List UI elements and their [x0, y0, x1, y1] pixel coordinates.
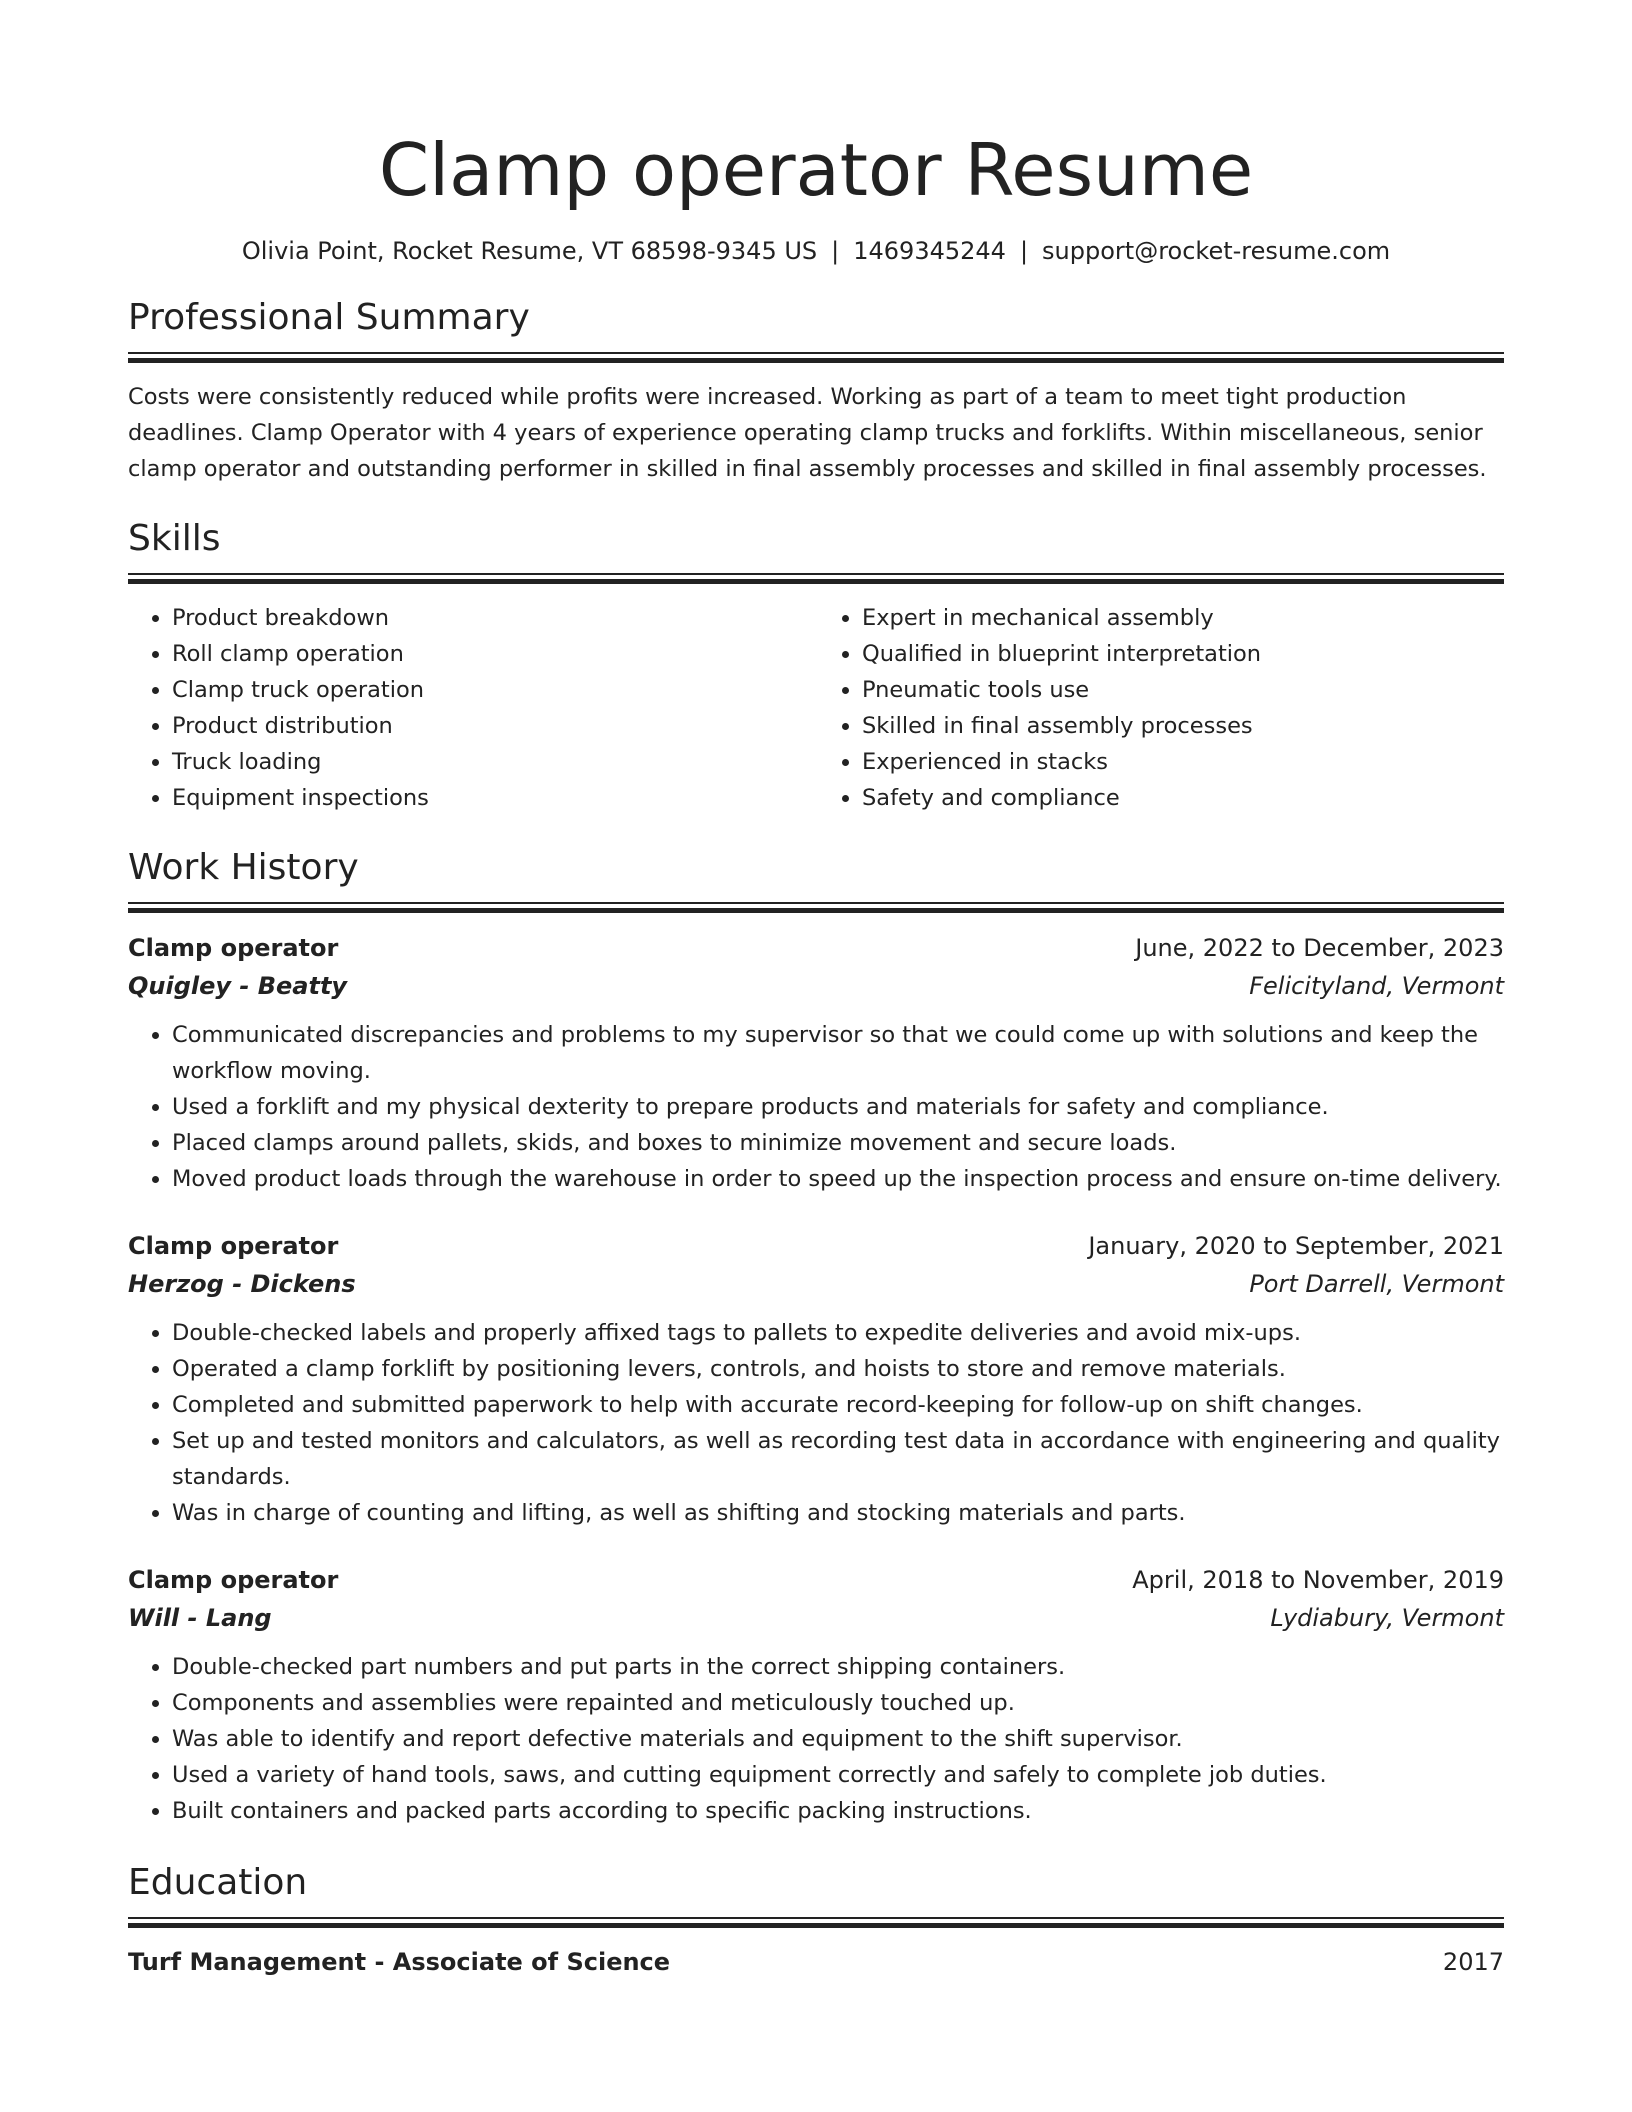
job-subheader — [128, 967, 1504, 1005]
section-divider — [128, 352, 1504, 365]
job-duty: • Completed and submitted paperwork to help with accurate record-keeping for follow-up on shift changes. — [172, 1387, 1504, 1423]
skill-item: • Product breakdown — [172, 600, 816, 636]
section-heading-education: Education — [128, 1862, 308, 1903]
education-year: 2017 — [1442, 1948, 1504, 1976]
work-history-section — [128, 844, 1504, 1829]
job-company: Will - Lang — [128, 1604, 272, 1632]
skills-section — [128, 515, 1504, 816]
job-title: Clamp operator — [128, 934, 339, 962]
job-duties — [128, 1649, 1504, 1829]
education-section — [128, 1859, 1504, 1980]
skill-item: • Qualified in blueprint interpretation — [862, 636, 1504, 672]
job-duty: • Used a forklift and my physical dexterity to prepare products and materials for safety and compliance. — [172, 1089, 1504, 1125]
job-duty: • Placed clamps around pallets, skids, and boxes to minimize movement and secure loads. — [172, 1125, 1504, 1161]
job-header — [128, 1561, 1504, 1599]
section-heading-work: Work History — [128, 847, 359, 888]
contact-line — [128, 234, 1504, 268]
job-duty: • Components and assemblies were repainted and meticulously touched up. — [172, 1685, 1504, 1721]
skill-item: • Safety and compliance — [862, 780, 1504, 816]
section-heading-summary: Professional Summary — [128, 297, 530, 338]
job-dates: June, 2022 to December, 2023 — [1135, 934, 1504, 962]
job-entry — [128, 1561, 1504, 1829]
job-duty: • Double-checked part numbers and put parts in the correct shipping containers. — [172, 1649, 1504, 1685]
job-duty: • Moved product loads through the warehouse in order to speed up the inspection process and ensure on-time delivery. — [172, 1161, 1504, 1197]
job-entry — [128, 929, 1504, 1197]
skill-item: • Roll clamp operation — [172, 636, 816, 672]
section-divider — [128, 573, 1504, 586]
resume-title: Clamp operator Resume — [378, 128, 1254, 212]
skill-item: • Skilled in final assembly processes — [862, 708, 1504, 744]
contact-address: Olivia Point, Rocket Resume, VT 68598-9345 US — [241, 237, 818, 265]
education-degree: Turf Management - Associate of Science — [128, 1948, 671, 1976]
job-location: Port Darrell, Vermont — [1249, 1270, 1504, 1298]
skill-item: • Clamp truck operation — [172, 672, 816, 708]
contact-separator: | — [831, 237, 840, 265]
skill-item: • Truck loading — [172, 744, 816, 780]
job-subheader — [128, 1599, 1504, 1637]
section-divider — [128, 902, 1504, 915]
job-duty: • Communicated discrepancies and problems to my supervisor so that we could come up with solutions and keep the workflow moving. — [172, 1017, 1504, 1089]
skill-item: • Equipment inspections — [172, 780, 816, 816]
section-divider — [128, 1917, 1504, 1930]
job-duty: • Operated a clamp forklift by positioning levers, controls, and hoists to store and remove materials. — [172, 1351, 1504, 1387]
job-header — [128, 1227, 1504, 1265]
job-duty: • Built containers and packed parts according to specific packing instructions. — [172, 1793, 1504, 1829]
job-header — [128, 929, 1504, 967]
job-duty: • Was in charge of counting and lifting, as well as shifting and stocking materials and parts. — [172, 1495, 1504, 1531]
job-duty: • Used a variety of hand tools, saws, and cutting equipment correctly and safely to complete job duties. — [172, 1757, 1504, 1793]
contact-phone: 1469345244 — [853, 237, 1006, 265]
job-title: Clamp operator — [128, 1232, 339, 1260]
skill-item: • Experienced in stacks — [862, 744, 1504, 780]
skill-item: • Pneumatic tools use — [862, 672, 1504, 708]
education-entry — [128, 1944, 1504, 1980]
resume-page — [128, 0, 1504, 1980]
skills-list-right — [816, 600, 1504, 816]
job-duties — [128, 1017, 1504, 1197]
contact-email: support@rocket-resume.com — [1042, 237, 1391, 265]
skill-item: • Expert in mechanical assembly — [862, 600, 1504, 636]
job-location: Lydiabury, Vermont — [1270, 1604, 1504, 1632]
skill-item: • Product distribution — [172, 708, 816, 744]
job-company: Quigley - Beatty — [128, 972, 348, 1000]
job-duty: • Was able to identify and report defective materials and equipment to the shift supervisor. — [172, 1721, 1504, 1757]
job-dates: April, 2018 to November, 2019 — [1132, 1566, 1504, 1594]
summary-text: Costs were consistently reduced while profits were increased. Working as part of a team to meet tight production deadlines. Clamp Operator with 4 years of experience operating clamp trucks and forklifts. Within miscellaneous, senior clamp operator and outstanding performer in skilled in final assembly processes and skilled in final assembly processes. — [128, 384, 1487, 482]
job-title: Clamp operator — [128, 1566, 339, 1594]
job-company: Herzog - Dickens — [128, 1270, 356, 1298]
job-duty: • Double-checked labels and properly affixed tags to pallets to expedite deliveries and avoid mix-ups. — [172, 1315, 1504, 1351]
job-entry — [128, 1227, 1504, 1531]
job-dates: January, 2020 to September, 2021 — [1088, 1232, 1504, 1260]
job-subheader — [128, 1265, 1504, 1303]
contact-separator: | — [1019, 237, 1029, 265]
skills-list-left — [128, 600, 816, 816]
section-heading-skills: Skills — [128, 518, 221, 559]
summary-section — [128, 294, 1504, 487]
job-duty: • Set up and tested monitors and calculators, as well as recording test data in accordance with engineering and quality standards. — [172, 1423, 1504, 1495]
job-duties — [128, 1315, 1504, 1531]
job-location: Felicityland, Vermont — [1249, 972, 1504, 1000]
skills-columns — [128, 600, 1504, 816]
